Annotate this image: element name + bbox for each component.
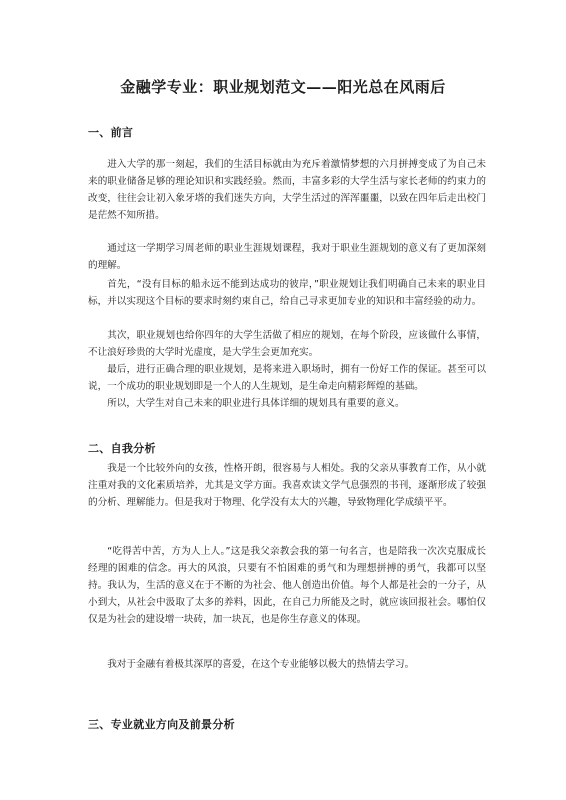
paragraph: 通过这一学期学习周老师的职业生涯规划课程，我对于职业生涯规划的意义有了更加深刻的理解。 xyxy=(88,243,486,271)
paragraph: 进入大学的那一刻起，我们的生活目标就由为充斥着激情梦想的六月拼搏变成了为自己未来的职业储备足够的理论知识和实践经验。然而，丰富多彩的大学生活与家长老师的约束力的改变，往往会让初入象牙塔的我们迷失方向，大学生活过的浑浑噩噩，以致在四年后走出校门是茫然不知所措。 xyxy=(88,159,486,221)
paragraph: 首先，“没有目标的船永远不能到达成功的彼岸，”职业规划让我们明确自己未来的职业目标，并以实现这个目标的要求时刻约束自己，给自己寻求更加专业的知识和丰富经验的动力。 xyxy=(88,279,486,307)
paragraph: 最后，进行正确合理的职业规划，是将来进入职场时，拥有一份好工作的保证。甚至可以说，一个成功的职业规划即是一个人的人生规划，是生命走向精彩辉煌的基础。 xyxy=(88,364,486,392)
paragraph: 其次，职业规划也给你四年的大学生活做了相应的规划，在每个阶段，应该做什么事情，不让浪好珍贵的大学时光虚度，是大学生会更加充实。 xyxy=(88,330,486,358)
paragraph: 我是一个比较外向的女孩，性格开朗，很容易与人相处。我的父亲从事教育工作，从小就注重对我的文化素质培养，尤其是文学方面。我喜欢读文学气息强烈的书刊，逐渐形成了较强的分析、理解能力。但是我对于物理、化学没有太大的兴趣，导致物理化学成绩平平。 xyxy=(88,463,486,508)
section-heading-self-analysis: 二、自我分析 xyxy=(88,442,156,455)
paragraph: 我对于金融有着极其深厚的喜爱，在这个专业能够以极大的热情去学习。 xyxy=(107,659,415,670)
paragraph: “吃得苦中苦，方为人上人。”这是我父亲教会我的第一句名言，也是陪我一次次克服成长经理的困难的信念。再大的风浪，只要有不怕困难的勇气和为理想拼搏的勇气，我都可以坚持。我认为，生活的意义在于不断的为社会、他人创造出价值。每个人都是社会的一分子，从小到大，从社会中汲取了太多的养料，因此，在自己力所能及之时，就应该回报社会。哪怕仅仅是为社会的建设增一块砖，加一块瓦，也是你生存意义的体现。 xyxy=(88,546,486,625)
section-heading-career-outlook: 三、专业就业方向及前景分析 xyxy=(88,718,235,731)
paragraph: 所以，大学生对自己未来的职业进行具体详细的规划具有重要的意义。 xyxy=(107,398,405,409)
section-heading-preface: 一、前言 xyxy=(88,126,134,139)
document-title: 金融学专业：职业规划范文——阳光总在风雨后 xyxy=(120,78,446,96)
